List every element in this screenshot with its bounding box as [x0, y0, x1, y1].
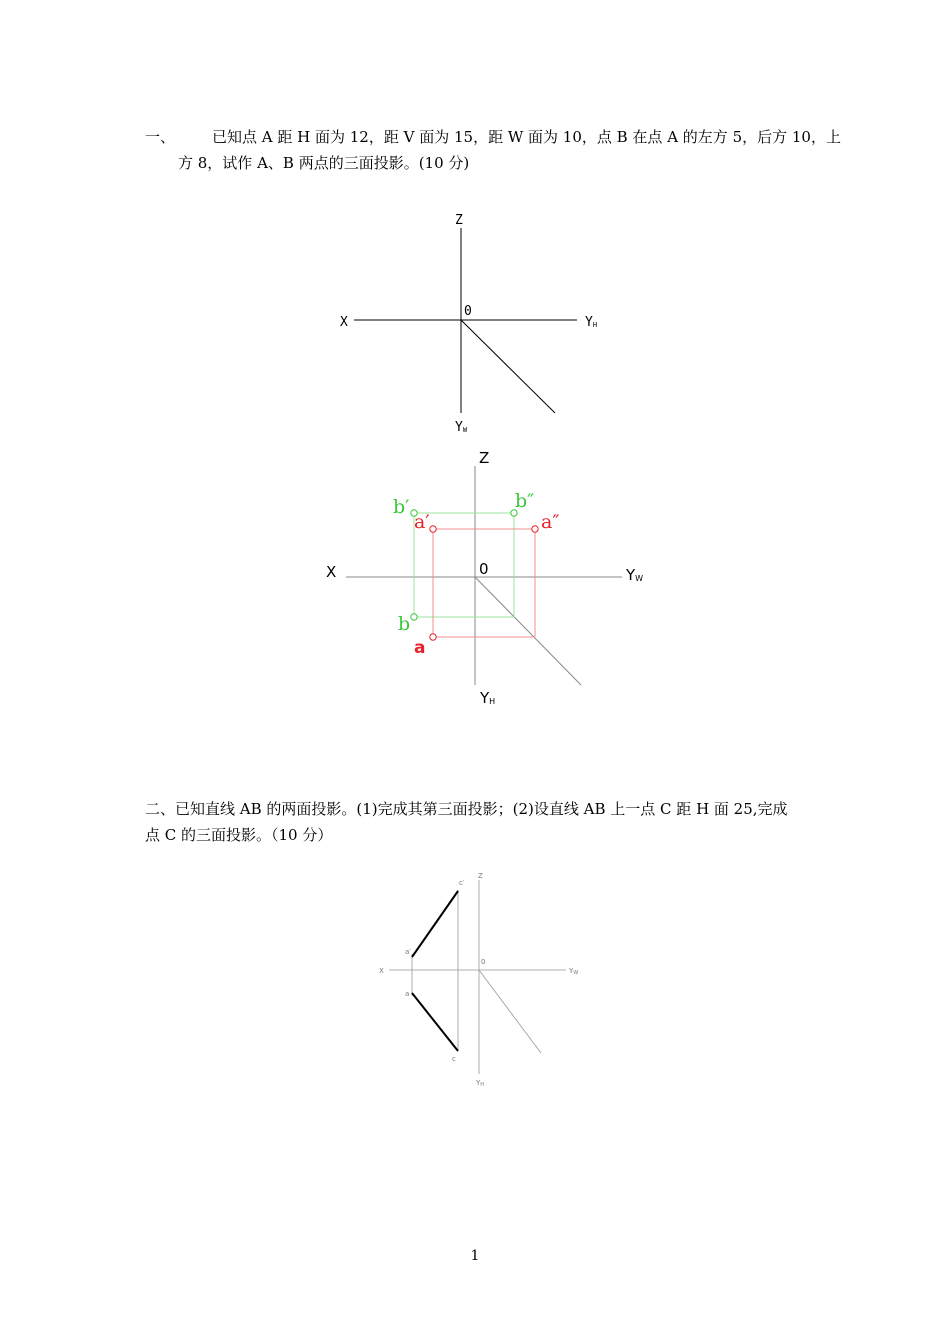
- fig1-z-label: Z: [455, 213, 463, 228]
- fig3-label-a: a: [405, 990, 410, 998]
- fig2-origin-label: 0: [479, 560, 489, 578]
- fig3-line-top-view: [412, 993, 458, 1051]
- fig3-yw-main: Y: [569, 967, 574, 975]
- fig2-yw-sub: W: [635, 574, 644, 583]
- fig2-x-label: X: [326, 563, 337, 581]
- fig2-label-b-prime: b′: [393, 496, 410, 518]
- fig3-45-line: [479, 970, 541, 1053]
- fig3-yw-label: [568, 967, 578, 976]
- fig2-label-a-prime: a′: [414, 511, 430, 533]
- fig1-x-label: X: [340, 315, 348, 330]
- fig3-origin-label: 0: [481, 958, 486, 966]
- fig3-label-c-prime: c′: [459, 879, 465, 887]
- fig2-label-a-dprime: a″: [541, 511, 560, 533]
- q2-text-line2: 点 C 的三面投影。（10 分）: [145, 826, 333, 844]
- fig3-z-label: Z: [478, 872, 483, 880]
- fig1-yh-sub: H: [592, 321, 598, 329]
- q1-text-line2: 方 8，试作 A、B 两点的三面投影。(10 分): [178, 154, 470, 172]
- fig3-label-a-prime: a′: [405, 948, 411, 956]
- fig2-label-a: a: [414, 638, 426, 658]
- q1-text-line1: 已知点 A 距 H 面为 12，距 V 面为 15，距 W 面为 10，点 B 在点 A 的左方 5，后方 10，上: [212, 128, 841, 146]
- fig3-yw-sub: W: [573, 970, 579, 976]
- q2-text-line1: 二、已知直线 AB 的两面投影。(1)完成其第三面投影；(2)设直线 AB 上一点 C 距 H 面 25,完成: [145, 800, 788, 818]
- fig2-yw-main: Y: [626, 566, 636, 584]
- fig3-x-label: X: [379, 967, 384, 975]
- page-number: 1: [470, 1248, 480, 1264]
- fig3-yh-main: Y: [476, 1079, 481, 1087]
- fig1-yw-sub: W: [462, 426, 468, 434]
- fig1-origin-label: 0: [464, 304, 472, 319]
- fig3-line-front-view: [412, 891, 458, 957]
- fig1-yw-main: Y: [455, 420, 463, 435]
- fig2-z-label: Z: [479, 449, 490, 467]
- fig3-label-c: c: [452, 1055, 456, 1063]
- fig2-label-b-dprime: b″: [515, 490, 535, 512]
- fig2-yh-main: Y: [480, 689, 490, 707]
- fig3-yh-label: [475, 1079, 484, 1088]
- fig3-yh-sub: H: [480, 1082, 485, 1088]
- fig1-yh-main: Y: [585, 315, 593, 330]
- fig2-yh-sub: H: [489, 697, 496, 706]
- fig2-label-b: b: [398, 613, 411, 635]
- q1-number: 一、: [145, 128, 176, 146]
